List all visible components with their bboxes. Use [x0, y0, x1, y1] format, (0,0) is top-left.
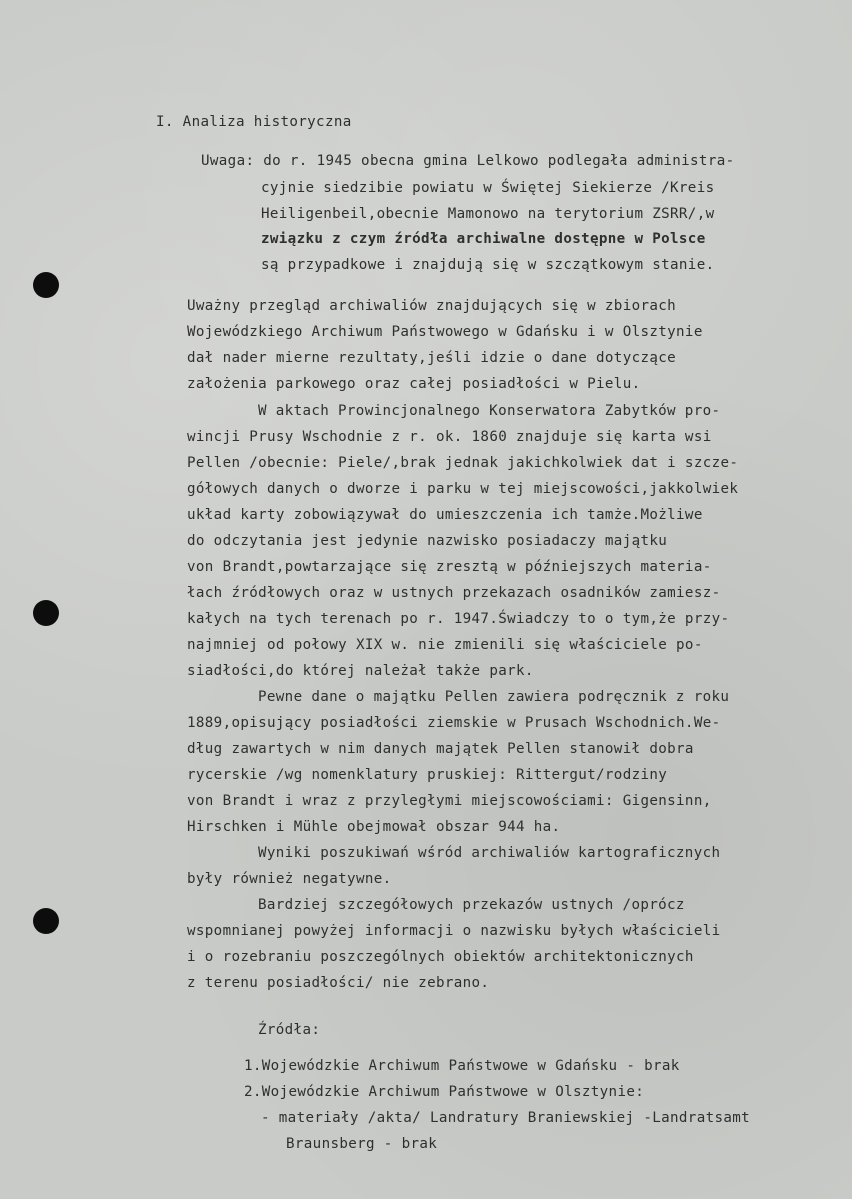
source-item: - materiały /akta/ Landratury Braniewskiej -Landratsamt [261, 1110, 751, 1126]
body-line: von Brandt,powtarzające się zresztą w późniejszych materia- [187, 559, 712, 575]
body-line: W aktach Prowincjonalnego Konserwatora Zabytków pro- [258, 403, 721, 419]
body-line: do odczytania jest jedynie nazwisko posiadaczy majątku [187, 533, 668, 549]
body-line: Pewne dane o majątku Pellen zawiera podręcznik z roku [258, 689, 730, 705]
note-line: Uwaga: do r. 1945 obecna gmina Lelkowo podlegała administra- [201, 153, 735, 169]
body-line: Uważny przegląd archiwaliów znajdujących się w zbiorach [187, 298, 677, 314]
body-line: kałych na tych terenach po r. 1947.Świadczy to o tym,że przy- [187, 611, 730, 627]
body-line: von Brandt i wraz z przyległymi miejscowościami: Gigensinn, [187, 793, 712, 809]
body-line: Wojewódzkiego Archiwum Państwowego w Gdańsku i w Olsztynie [187, 324, 703, 340]
body-line: założenia parkowego oraz całej posiadłości w Pielu. [187, 376, 641, 392]
body-line: dał nader mierne rezultaty,jeśli idzie o dane dotyczące [187, 350, 677, 366]
body-line: Wyniki poszukiwań wśród archiwaliów kartograficznych [258, 845, 721, 861]
body-line: łach źródłowych oraz w ustnych przekazach osadników zamiesz- [187, 585, 721, 601]
punch-hole [33, 908, 59, 934]
note-line: Heiligenbeil,obecnie Mamonowo na terytorium ZSRR/,w [261, 206, 715, 222]
body-line: siadłości,do której należał także park. [187, 663, 534, 679]
body-line: 1889,opisujący posiadłości ziemskie w Prusach Wschodnich.We- [187, 715, 721, 731]
body-line: Hirschken i Mühle obejmował obszar 944 ha. [187, 819, 561, 835]
body-line: wincji Prusy Wschodnie z r. ok. 1860 znajduje się karta wsi [187, 429, 712, 445]
note-line: są przypadkowe i znajdują się w szczątkowym stanie. [261, 257, 715, 273]
body-line: Pellen /obecnie: Piele/,brak jednak jakichkolwiek dat i szcze- [187, 455, 739, 471]
body-line: gółowych danych o dworze i parku w tej miejscowości,jakkolwiek [187, 481, 739, 497]
body-line: dług zawartych w nim danych majątek Pellen stanowił dobra [187, 741, 694, 757]
body-line: Bardziej szczegółowych przekazów ustnych /oprócz [258, 897, 685, 913]
body-line: wspomnianej powyżej informacji o nazwisku byłych właścicieli [187, 923, 721, 939]
body-line: były również negatywne. [187, 871, 392, 887]
body-line: z terenu posiadłości/ nie zebrano. [187, 975, 490, 991]
punch-hole [33, 600, 59, 626]
sources-heading: Źródła: [258, 1022, 321, 1038]
punch-hole [33, 272, 59, 298]
source-item: 2.Wojewódzkie Archiwum Państwowe w Olsztynie: [244, 1084, 645, 1100]
body-line: układ karty zobowiązywał do umieszczenia ich tamże.Możliwe [187, 507, 703, 523]
source-item: 1.Wojewódzkie Archiwum Państwowe w Gdańsku - brak [244, 1058, 680, 1074]
body-line: i o rozebraniu poszczególnych obiektów architektonicznych [187, 949, 694, 965]
section-heading: I. Analiza historyczna [156, 114, 352, 130]
note-line: cyjnie siedzibie powiatu w Świętej Siekierze /Kreis [261, 180, 715, 196]
body-line: rycerskie /wg nomenklatury pruskiej: Rittergut/rodziny [187, 767, 668, 783]
note-line: związku z czym źródła archiwalne dostępne w Polsce [261, 231, 706, 247]
source-item: Braunsberg - brak [286, 1136, 438, 1152]
body-line: najmniej od połowy XIX w. nie zmienili się właściciele po- [187, 637, 703, 653]
